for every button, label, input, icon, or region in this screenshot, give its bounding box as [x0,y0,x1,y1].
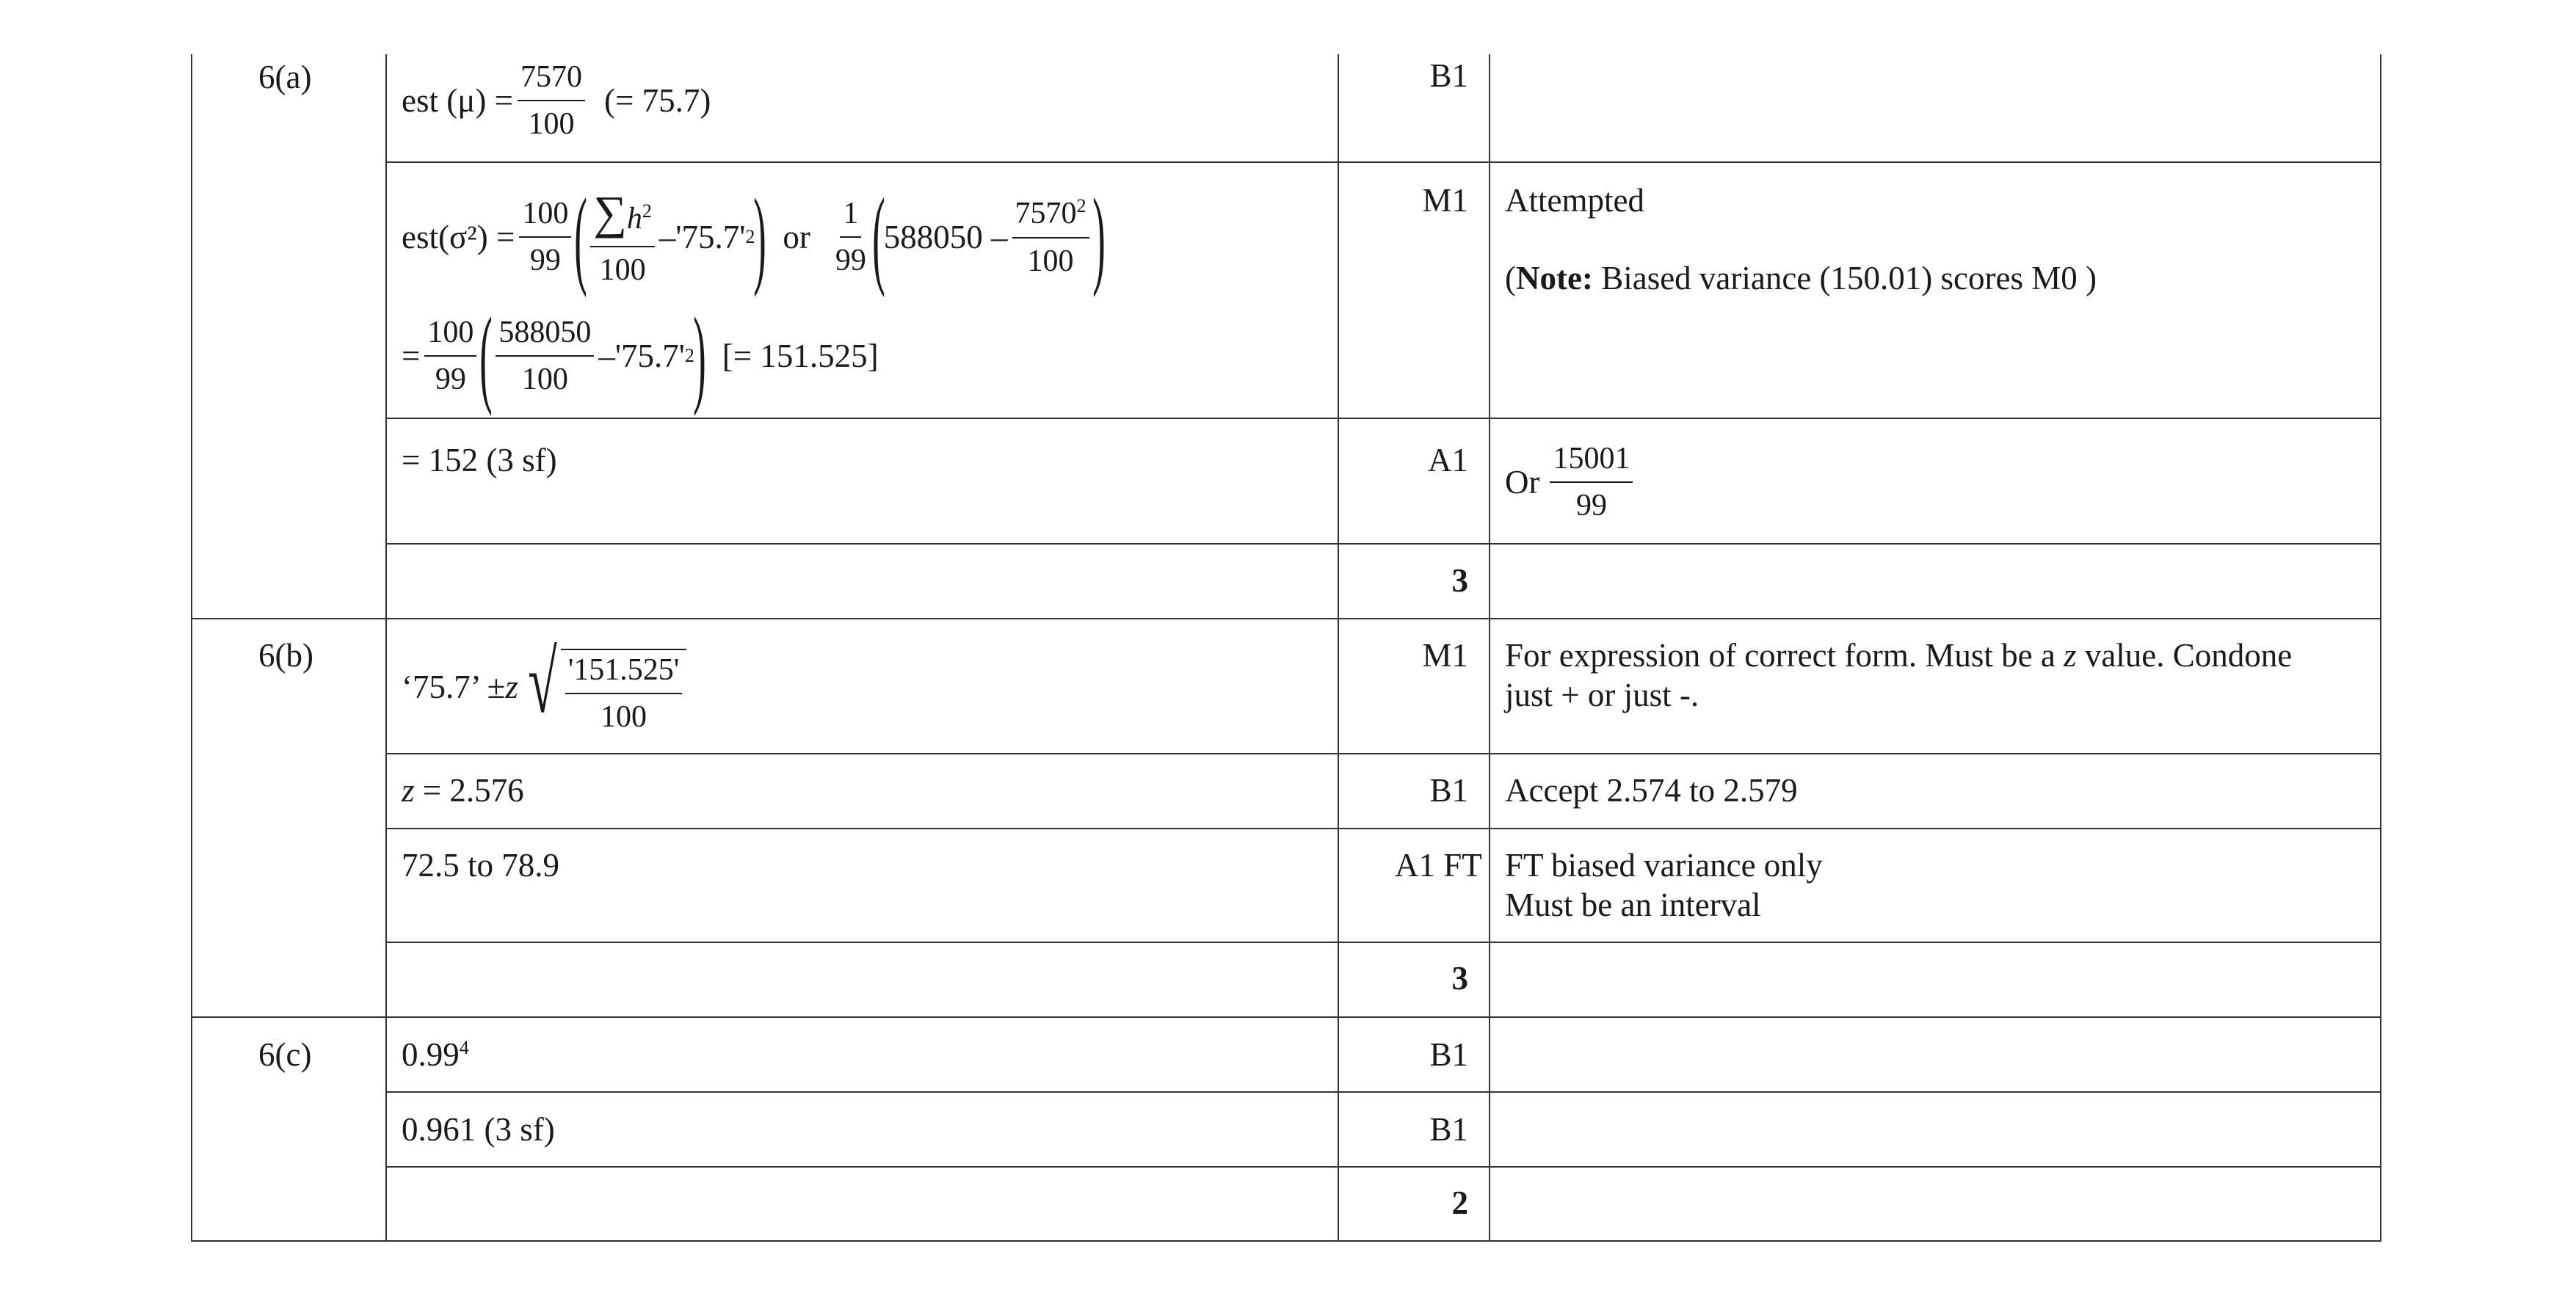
est-mean-value: (= 75.7) [603,82,711,120]
radicand [561,649,687,736]
fraction-denominator: 99 [835,244,866,277]
note-text: Biased variance (150.01) scores M0 ) [1592,260,2097,296]
minus-mean-term: –'75.7' [598,338,685,374]
mark-scheme-table [191,0,2381,1296]
working-probability [402,1035,469,1074]
fraction-numerator: 588050 [496,314,594,357]
guidance-text: Attempted [1505,182,1644,219]
est-mean-label: est (μ) = [402,82,513,120]
minus-mean-term: –'75.7' [658,219,746,255]
row-divider [385,1091,2381,1093]
fraction [496,314,594,398]
probability-base: 0.99 [402,1036,460,1073]
fraction-denominator: 99 [529,244,561,277]
working-confidence-interval [402,633,686,736]
mark-code: M1 [1422,182,1468,219]
numerator-value: 7570 [1015,197,1077,231]
fraction-numerator [590,185,655,247]
guidance-text: Must be an interval [1505,887,1761,923]
left-bracket: ( [574,176,588,298]
part-total-marks: 3 [1451,562,1468,599]
guidance-part: For expression of correct form. Must be a [1505,637,2064,674]
working-z-value [402,771,524,810]
guidance-text [1505,636,2292,675]
fraction [1550,440,1633,525]
fraction-denominator: 100 [599,253,646,288]
mean-estimate: ‘75.7’ ± [402,669,506,706]
fraction-denominator: 99 [1575,489,1607,523]
est-variance-label: est(σ²) = [402,219,515,255]
question-divider [191,1016,2381,1018]
fraction-denominator: 100 [1027,244,1074,278]
row-divider [385,942,2381,943]
guidance-text: FT biased variance only [1505,847,1823,884]
fraction-numerator: 100 [519,195,571,238]
radical-sign: √ [528,633,557,731]
guidance-text: Accept 2.574 to 2.579 [1505,772,1798,809]
table-column-divider [1338,54,1339,1242]
fraction [424,314,476,398]
sigma-symbol: ∑ [593,186,627,239]
working-answer: 72.5 to 78.9 [402,847,560,884]
fraction [518,59,585,143]
fraction-numerator: 15001 [1550,440,1633,483]
table-border-left [191,54,192,1242]
fraction-numerator: '151.525' [565,652,683,694]
exponent: 2 [745,226,755,248]
question-label: 6(a) [258,59,312,95]
guidance-alternative [1505,440,1637,525]
row-divider [385,161,2381,163]
table-column-divider [1489,54,1490,1242]
table-border-bottom [191,1240,2381,1242]
part-total-marks: 3 [1451,960,1468,997]
row-divider [385,543,2381,545]
mark-code: B1 [1429,1111,1468,1148]
fraction [565,652,683,736]
mark-code: B1 [1429,1036,1468,1073]
row-divider [385,418,2381,419]
row-divider [385,828,2381,829]
exponent: 2 [1076,195,1086,217]
question-divider [191,618,2381,619]
sum-variable: h [626,202,642,236]
guidance-part: value. Condone [2076,637,2293,674]
working-answer: = 152 (3 sf) [402,442,557,478]
right-bracket: ) [753,176,767,298]
fraction-denominator: 100 [521,363,568,396]
fraction-denominator: 100 [528,107,575,142]
fraction [832,195,869,280]
or-text: Or [1505,464,1540,501]
note-label: Note: [1516,260,1593,296]
mark-code: M1 [1422,637,1468,674]
left-bracket: ( [872,176,885,298]
row-divider [385,1166,2381,1168]
fraction-denominator: 100 [601,700,647,735]
table-border-right [2380,54,2381,1242]
row-divider [385,753,2381,754]
or-text: or [783,219,810,255]
guidance-text: just + or just -. [1505,677,1699,713]
z-variable: z [402,772,415,809]
exponent: 4 [459,1037,469,1058]
left-bracket: ( [479,295,493,417]
fraction [519,195,571,280]
fraction-numerator: 1 [840,195,861,238]
working-est-mean [402,59,711,143]
working-answer: 0.961 (3 sf) [402,1111,555,1148]
mark-code: B1 [1429,57,1468,94]
note-open-paren: ( [1505,260,1516,296]
exponent: 2 [642,200,652,222]
table-column-divider [385,54,387,1242]
equals-sign: = [402,338,421,374]
square-root [518,633,687,736]
fraction-numerator [1012,194,1089,238]
guidance-note [1505,258,2097,298]
working-variance-line-2 [402,295,879,417]
fraction-numerator: 100 [424,314,476,357]
fraction-numerator: 7570 [518,59,585,101]
z-variable: z [505,669,518,706]
z-value: = 2.576 [414,772,524,809]
question-label: 6(c) [258,1036,312,1073]
question-label: 6(b) [258,637,313,674]
fraction [590,185,655,288]
right-bracket: ) [1092,176,1106,298]
right-bracket: ) [693,295,706,417]
fraction-denominator: 99 [435,363,466,396]
part-total-marks: 2 [1451,1184,1468,1221]
mark-code: A1 FT [1395,847,1482,884]
sum-value: 588050 – [883,219,1008,255]
variance-result: [= 151.525] [722,338,879,374]
z-variable: z [2064,637,2077,674]
exponent: 2 [684,345,694,367]
working-est-variance [402,176,1106,298]
mark-code: B1 [1429,772,1468,809]
fraction [1012,194,1089,280]
mark-code: A1 [1428,442,1468,478]
